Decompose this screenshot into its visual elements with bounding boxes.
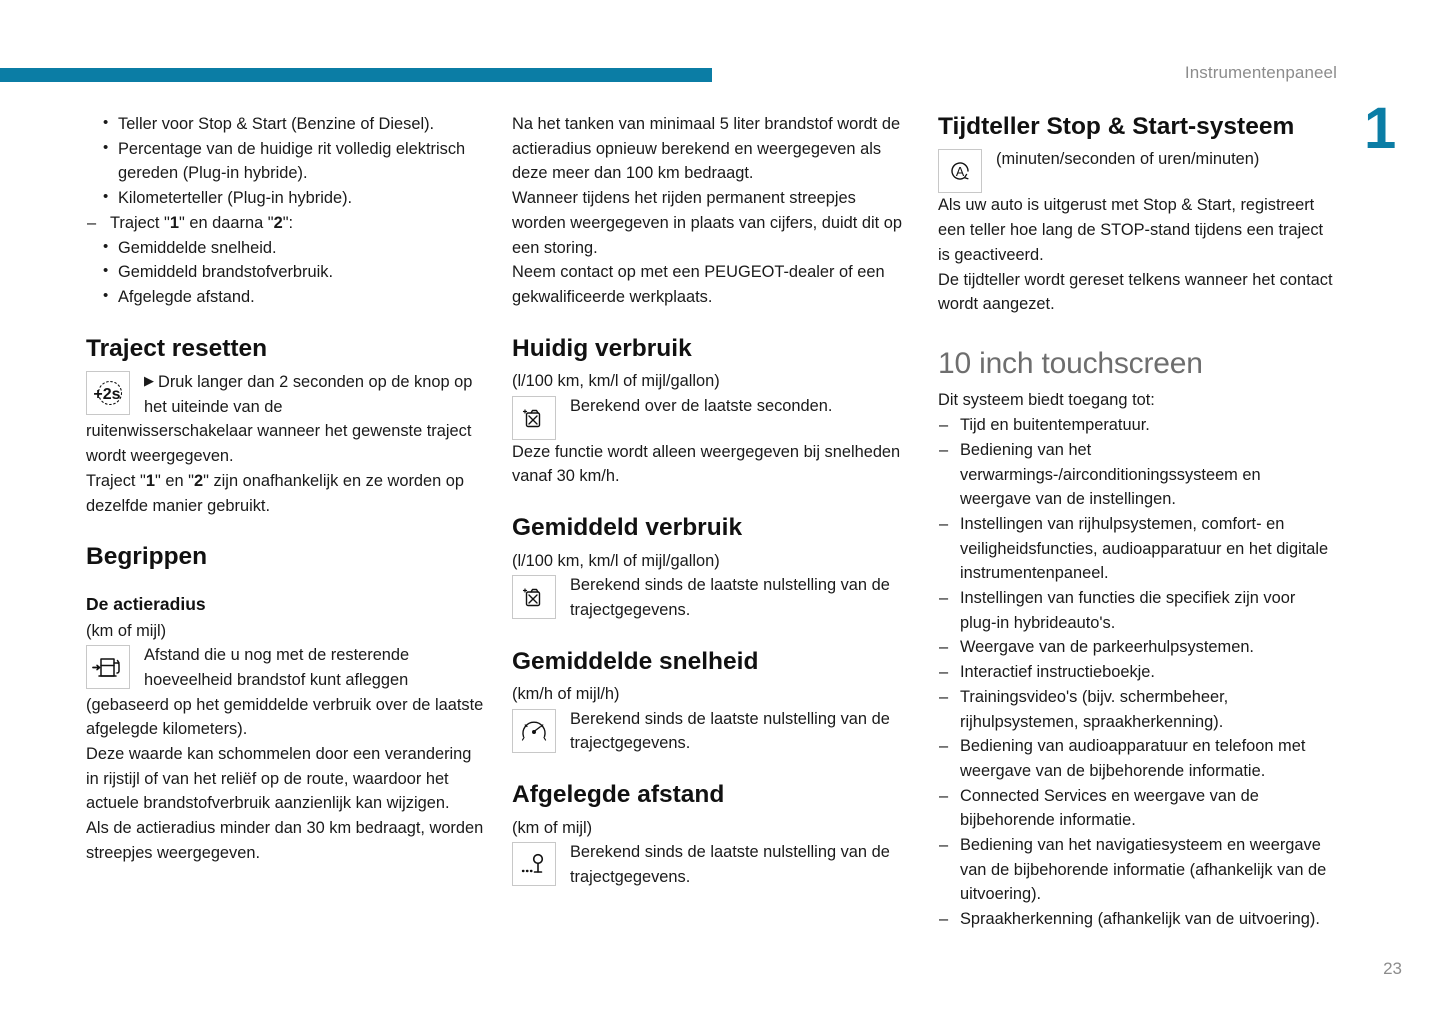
list-item: – Bediening van het verwarmings-/airconditioningssysteem en weergave van de instellingen. [938,438,1336,512]
list-item: • Teller voor Stop & Start (Benzine of Diesel). [86,112,484,137]
list-item: • Afgelegde afstand. [86,285,484,310]
heading-10-inch-touchscreen: 10 inch touchscreen [938,346,1203,380]
list-item: – Connected Services en weergave van de bijbehorende informatie. [938,784,1336,833]
list-item: • Gemiddeld brandstofverbruik. [86,260,484,285]
afgelegde-afstand-icon-row [512,840,910,889]
tijdteller-body-2: De tijdteller wordt gereset telkens wanneer het contact wordt aangezet. [938,270,1333,314]
page-columns [0,112,1445,932]
afgelegde-afstand-units: (km of mijl) [512,818,593,837]
actieradius-body-1: (gebaseerd op het gemiddelde verbruik over de laatste afgelegde kilometers). [86,695,484,739]
huidig-verbruik-icon-row [512,394,910,440]
reset-continuation: ruitenwisserschakelaar wanneer het gewenste traject wordt weergegeven. [86,422,472,466]
gemiddeld-verbruik-units: (l/100 km, km/l of mijl/gallon) [512,551,720,570]
tijdteller-body-1: Als uw auto is uitgerust met Stop & Start, registreert een teller hoe lang de STOP-stand tijdens een traject is geactiveerd. [938,196,1324,264]
list-item: – Bediening van audioapparatuur en telefoon met weergave van de bijbehorende informatie. [938,734,1336,783]
gemiddelde-snelheid-units: (km/h of mijl/h) [512,685,620,704]
plus-two-seconds-icon [86,371,130,415]
list-item [86,211,484,236]
triangle-right-icon: ▶ [144,373,154,389]
list-item: – Instellingen van rijhulpsystemen, comfort- en veiligheidsfuncties, audioapparatuur en het digitale instrumentenpaneel. [938,512,1336,586]
list-item: • Kilometerteller (Plug-in hybride). [86,186,484,211]
huidig-verbruik-icon-text: Berekend over de laatste seconden. [570,396,833,415]
bullet-list-top [86,112,484,211]
heading-afgelegde-afstand: Afgelegde afstand [512,781,725,809]
huidig-verbruik-units: (l/100 km, km/l of mijl/gallon) [512,372,720,391]
reset-instruction-label: Druk langer dan 2 seconden op de knop op het uiteinde van de [144,373,473,416]
reset-instruction-row [86,369,484,419]
heading-begrippen: Begrippen [86,543,208,571]
gemiddeld-verbruik-icon-row [512,573,910,622]
list-item: – Spraakherkenning (afhankelijk van de uitvoering). [938,907,1336,932]
touchscreen-intro: Dit systeem biedt toegang tot: [938,391,1155,410]
touchscreen-feature-list [938,413,1336,932]
column-right [938,112,1336,932]
actieradius-icon-row [86,643,484,692]
heading-gemiddelde-snelheid: Gemiddelde snelheid [512,647,759,675]
heading-de-actieradius: De actieradius [86,593,206,614]
actieradius-units: (km of mijl) [86,621,167,640]
list-item: – Bediening van het navigatiesysteem en weergave van de bijbehorende informatie (afhankelijk van de uitvoering). [938,833,1336,907]
middle-para-3: Neem contact op met een PEUGEOT-dealer of een gekwalificeerde werkplaats. [512,263,885,306]
middle-para-2: Wanneer tijdens het rijden permanent streepjes worden weergegeven in plaats van cijfers, duidt dit op een storing. [512,189,902,257]
heading-tijdteller: Tijdteller Stop & Start-systeem [938,113,1295,140]
list-item: – Trainingsvideo's (bijv. schermbeheer, rijhulpsystemen, spraakherkenning). [938,685,1336,734]
distance-marker-icon [512,842,556,886]
svg-text:A: A [955,165,965,180]
list-item: • Percentage van de huidige rit volledig elektrisch gereden (Plug-in hybride). [86,137,484,186]
list-item: – Interactief instructieboekje. [938,660,1336,685]
gemiddelde-snelheid-icon-text: Berekend sinds de laatste nulstelling van de trajectgegevens. [570,709,890,753]
fuel-pump-icon [86,645,130,689]
bullet-list-sub [86,236,484,310]
middle-para-1: Na het tanken van minimaal 5 liter brandstof wordt de actieradius opnieuw berekend en weergegeven als deze meer dan 100 km bedraagt. [512,115,901,183]
reset-instruction-text [138,369,484,419]
heading-gemiddeld-verbruik: Gemiddeld verbruik [512,514,743,542]
column-middle [512,112,910,932]
chapter-number-tab: 1 [1364,96,1397,161]
list-item: – Weergave van de parkeerhulpsystemen. [938,635,1336,660]
dash-list-traject [86,211,484,236]
svg-text:+2s: +2s [93,386,121,404]
afgelegde-afstand-icon-text: Berekend sinds de laatste nulstelling van de trajectgegevens. [570,843,890,886]
actieradius-body-2: Deze waarde kan schommelen door een verandering in rijstijl of van het reliëf op de route, waardoor het actuele brandstofverbruik aanzienlijk kan wijzigen. [86,745,472,813]
huidig-verbruik-note: Deze functie wordt alleen weergegeven bij snelheden vanaf 30 km/h. [512,442,901,486]
gemiddelde-snelheid-icon-row [512,707,910,756]
tijdteller-icon-row [938,147,1336,193]
header-accent-bar [0,68,712,82]
list-item: – Instellingen van functies die specifiek zijn voor plug-in hybrideauto's. [938,586,1336,635]
fuel-can-consumption-icon [512,396,556,440]
gemiddeld-verbruik-icon-text: Berekend sinds de laatste nulstelling van de trajectgegevens. [570,576,890,619]
page-number: 23 [1383,959,1402,978]
list-item: – Tijd en buitentemperatuur. [938,413,1336,438]
actieradius-body-3: Als de actieradius minder dan 30 km bedraagt, worden streepjes weergegeven. [86,819,484,862]
speedometer-icon [512,709,556,753]
stop-start-a-icon [938,149,982,193]
reset-note: Traject "1" en "2" zijn onafhankelijk en ze worden op dezelfde manier gebruikt. [86,471,465,515]
column-left [86,112,484,932]
heading-huidig-verbruik: Huidig verbruik [512,334,692,362]
heading-traject-resetten: Traject resetten [86,334,268,362]
tijdteller-units: (minuten/seconden of uren/minuten) [996,150,1260,169]
actieradius-icon-text: Afstand die u nog met de resterende hoeveelheid brandstof kunt afleggen [144,646,410,689]
fuel-can-average-icon [512,575,556,619]
section-title: Instrumentenpaneel [1184,63,1337,82]
dash-item-text: Traject "1" en daarna "2": [110,213,294,232]
list-item: • Gemiddelde snelheid. [86,236,484,261]
